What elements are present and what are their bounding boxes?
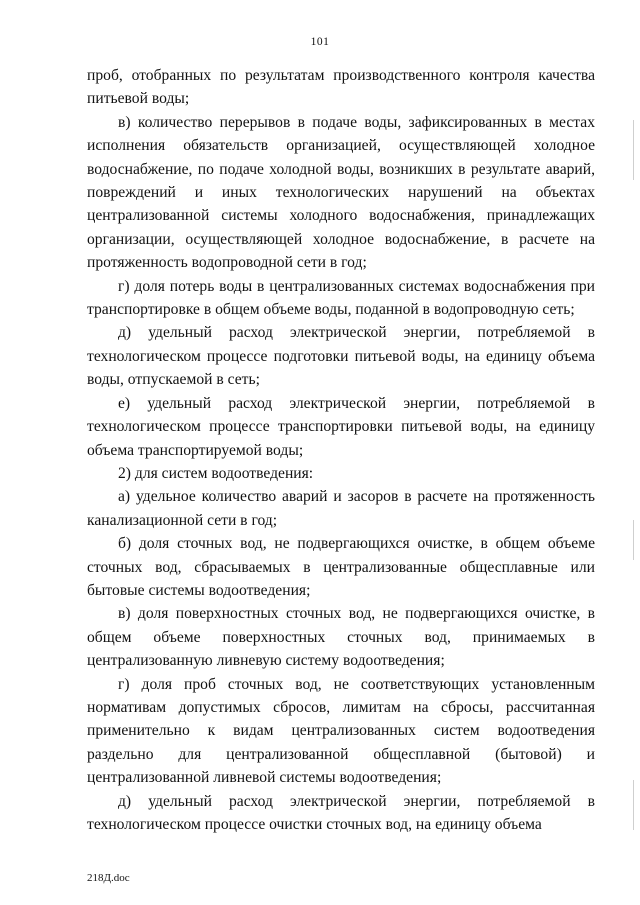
scan-edge-mark xyxy=(633,120,634,180)
paragraph-item-v-surface-wastewater: в) доля поверхностных сточных вод, не подвергающихся очистке, в общем объеме поверхностных сточных вод, принимаемых в централизованную ливневую систему водоотведения; xyxy=(87,605,595,670)
scan-edge-mark xyxy=(633,520,634,560)
paragraph-item-g-water-losses: г) доля потерь воды в централизованных системах водоснабжения при транспортировке в общем объеме воды, поданной в водопроводную сеть; xyxy=(87,277,595,319)
paragraph-item-e-energy-transport: е) удельный расход электрической энергии, потребляемой в технологическом процессе транспортировки питьевой воды, на единицу объема транспортируемой воды; xyxy=(87,394,595,459)
paragraph-item-a-accidents: а) удельное количество аварий и засоров в расчете на протяженность канализационной сети в год; xyxy=(87,488,595,529)
scan-edge-mark xyxy=(633,780,634,830)
page-number: 101 xyxy=(310,36,330,48)
paragraph-heading-wastewater: 2) для систем водоотведения: xyxy=(118,464,314,482)
document-body xyxy=(87,64,595,836)
paragraph-item-b-untreated-wastewater: б) доля сточных вод, не подвергающихся очистке, в общем объеме сточных вод, сбрасываемых в централизованные общесплавные или бытовые системы водоотведения; xyxy=(87,535,595,599)
footer-filename: 218Д.doc xyxy=(87,872,130,884)
paragraph-item-g-noncompliant-samples: г) доля проб сточных вод, не соответствующих установленным нормативам допустимых сбросов, лимитам на сбросы, рассчитанная применительно к видам централизованных систем водоотведения раздельно для централизованной общесплавной (бытовой) и централизованной ливневой системы водоотведения; xyxy=(87,675,595,787)
paragraph-item-d-energy-wastewater: д) удельный расход электрической энергии, потребляемой в технологическом процессе очистки сточных вод, на единицу объема xyxy=(87,792,595,833)
paragraph-continuation: проб, отобранных по результатам производственного контроля качества питьевой воды; xyxy=(87,67,595,108)
paragraph-item-v-supply-interruptions: в) количество перерывов в подаче воды, зафиксированных в местах исполнения обязательств организацией, осуществляющей холодное водоснабжение, по подаче холодной воды, возникших в результате аварий, повреждений и иных технологических нарушений на объектах централизованной системы холодного водоснабжения, принадлежащих организации, осуществляющей холодное водоснабжение, в расчете на протяженность водопроводной сети в год; xyxy=(87,113,595,272)
paragraph-item-d-energy-treatment: д) удельный расход электрической энергии, потребляемой в технологическом процессе подготовки питьевой воды, на единицу объема воды, отпускаемой в сеть; xyxy=(87,324,595,389)
